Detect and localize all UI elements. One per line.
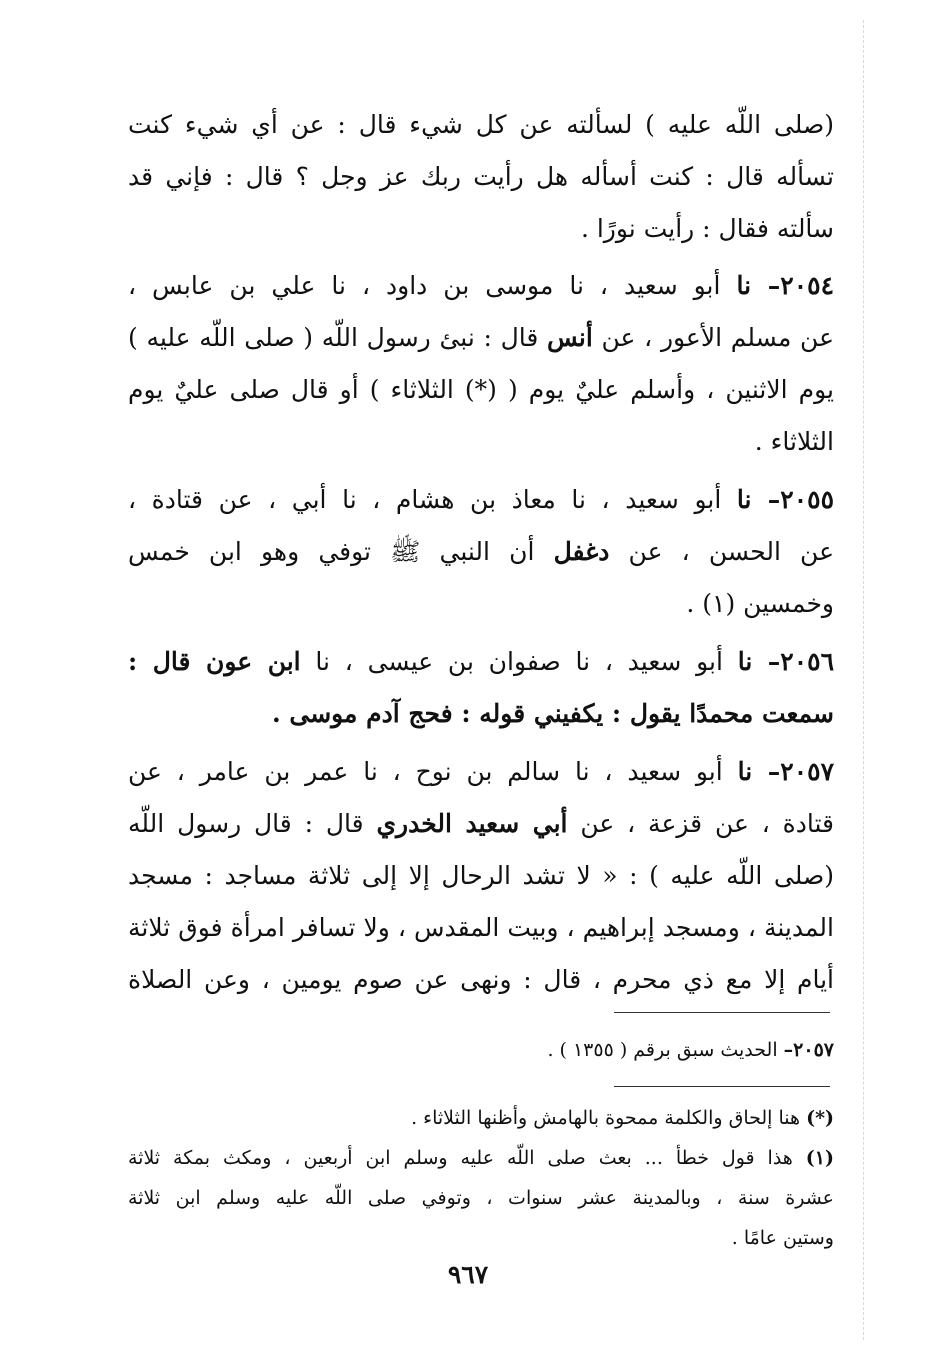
footnote-text: هذا قول خطأ ... بعث صلى اللّه عليه وسلم ابن أربعين ، ومكث بمكة ثلاثة xyxy=(128,1147,793,1169)
text-line: عشرة سنة ، وبالمدينة عشر سنوات ، وتوفي صلى اللّه عليه وسلم ابن ثلاثة xyxy=(128,1187,834,1209)
matn-text: قال : قال رسول اللّه xyxy=(128,809,364,838)
text-line xyxy=(128,746,834,798)
scan-margin-mark xyxy=(862,20,864,1340)
text-line xyxy=(128,1030,834,1070)
text-line xyxy=(128,798,834,850)
matn-text: قال : نبئ رسول اللّه ( صلى اللّه عليه ) xyxy=(128,323,539,352)
text-line xyxy=(128,312,834,364)
hadith-2056 xyxy=(128,636,834,740)
takhrij-text: الحديث سبق برقم ( ١٣٥٥ ) . xyxy=(547,1039,778,1061)
takhrij-number: ٢٠٥٧– xyxy=(783,1039,834,1061)
isnad-text: قتادة ، عن قزعة ، عن xyxy=(580,809,834,838)
isnad-text: أبو سعيد ، نا معاذ بن هشام ، نا أبي ، عن قتادة ، xyxy=(128,485,722,514)
footnote-one xyxy=(128,1138,834,1178)
text-line: أيام إلا مع ذي محرم ، قال : ونهى عن صوم يومين ، وعن الصلاة xyxy=(128,965,834,994)
text-line: وخمسين (١) . xyxy=(686,589,834,618)
text-line: (صلى اللّه عليه ) : « لا تشد الرحال إلا إلى ثلاثة مساجد : مسجد xyxy=(128,861,834,890)
footnote-star xyxy=(128,1098,834,1138)
footnote-divider xyxy=(614,1086,830,1087)
narrator-name: أبي سعيد الخدري xyxy=(376,809,568,838)
text-line: تسأله قال : كنت أسأله هل رأيت ربك عز وجل ؟ قال : فإني قد xyxy=(128,162,834,191)
text-line: (صلى اللّه عليه ) لسألته عن كل شيء قال : عن أي شيء كنت xyxy=(128,110,834,139)
hadith-2054 xyxy=(128,260,834,468)
isnad-text: أبو سعيد ، نا صفوان بن عيسى ، نا xyxy=(315,647,723,676)
intro-paragraph xyxy=(128,99,834,255)
text-line: سمعت محمدًا يقول : يكفيني قوله : فحج آدم موسى . xyxy=(271,699,834,728)
footnote-divider xyxy=(614,1012,830,1013)
narrator-name: دغفل xyxy=(553,537,610,566)
hadith-number: ٢٠٥٥– نا xyxy=(736,485,834,514)
isnad-text: عن الحسن ، عن xyxy=(628,537,834,566)
text-line xyxy=(128,260,834,312)
text-line: يوم الاثنين ، وأسلم عليٌ يوم ( (*) الثلاثاء ) أو قال صلى عليٌ يوم xyxy=(128,375,834,404)
text-line xyxy=(128,474,834,526)
isnad-text: أبو سعيد ، نا سالم بن نوح ، نا عمر بن عامر ، عن xyxy=(128,757,723,786)
isnad-text: أبو سعيد ، نا موسى بن داود ، نا علي بن عابس ، xyxy=(128,271,721,300)
narrator-name: ابن عون قال : xyxy=(128,647,301,676)
footnotes xyxy=(128,1098,834,1258)
takhrij-note xyxy=(128,1030,834,1070)
hadith-2057 xyxy=(128,746,834,1006)
hadith-number: ٢٠٥٧– نا xyxy=(737,757,834,786)
hadith-2055 xyxy=(128,474,834,630)
text-line: المدينة ، ومسجد إبراهيم ، وبيت المقدس ، ولا تسافر امرأة فوق ثلاثة xyxy=(128,913,834,942)
text-line xyxy=(128,636,834,688)
hadith-number: ٢٠٥٦– نا xyxy=(737,647,834,676)
narrator-name: أنس xyxy=(547,323,593,352)
text-line: سألته فقال : رأيت نورًا . xyxy=(580,214,834,243)
hadith-number: ٢٠٥٤– نا xyxy=(736,271,834,300)
footnote-mark: (١) xyxy=(805,1147,834,1169)
isnad-text: عن مسلم الأعور ، عن xyxy=(601,323,834,352)
text-line xyxy=(128,526,834,578)
footnote-mark: (*) xyxy=(806,1107,834,1129)
matn-text: أن النبي ﷺ توفي وهو ابن خمس xyxy=(128,537,535,566)
text-line: الثلاثاء . xyxy=(754,427,834,456)
footnote-text: هنا إلحاق والكلمة ممحوة بالهامش وأظنها الثلاثاء . xyxy=(411,1107,801,1129)
page-number: ٩٦٧ xyxy=(447,1260,489,1289)
text-line: وستين عامًا . xyxy=(731,1227,834,1249)
